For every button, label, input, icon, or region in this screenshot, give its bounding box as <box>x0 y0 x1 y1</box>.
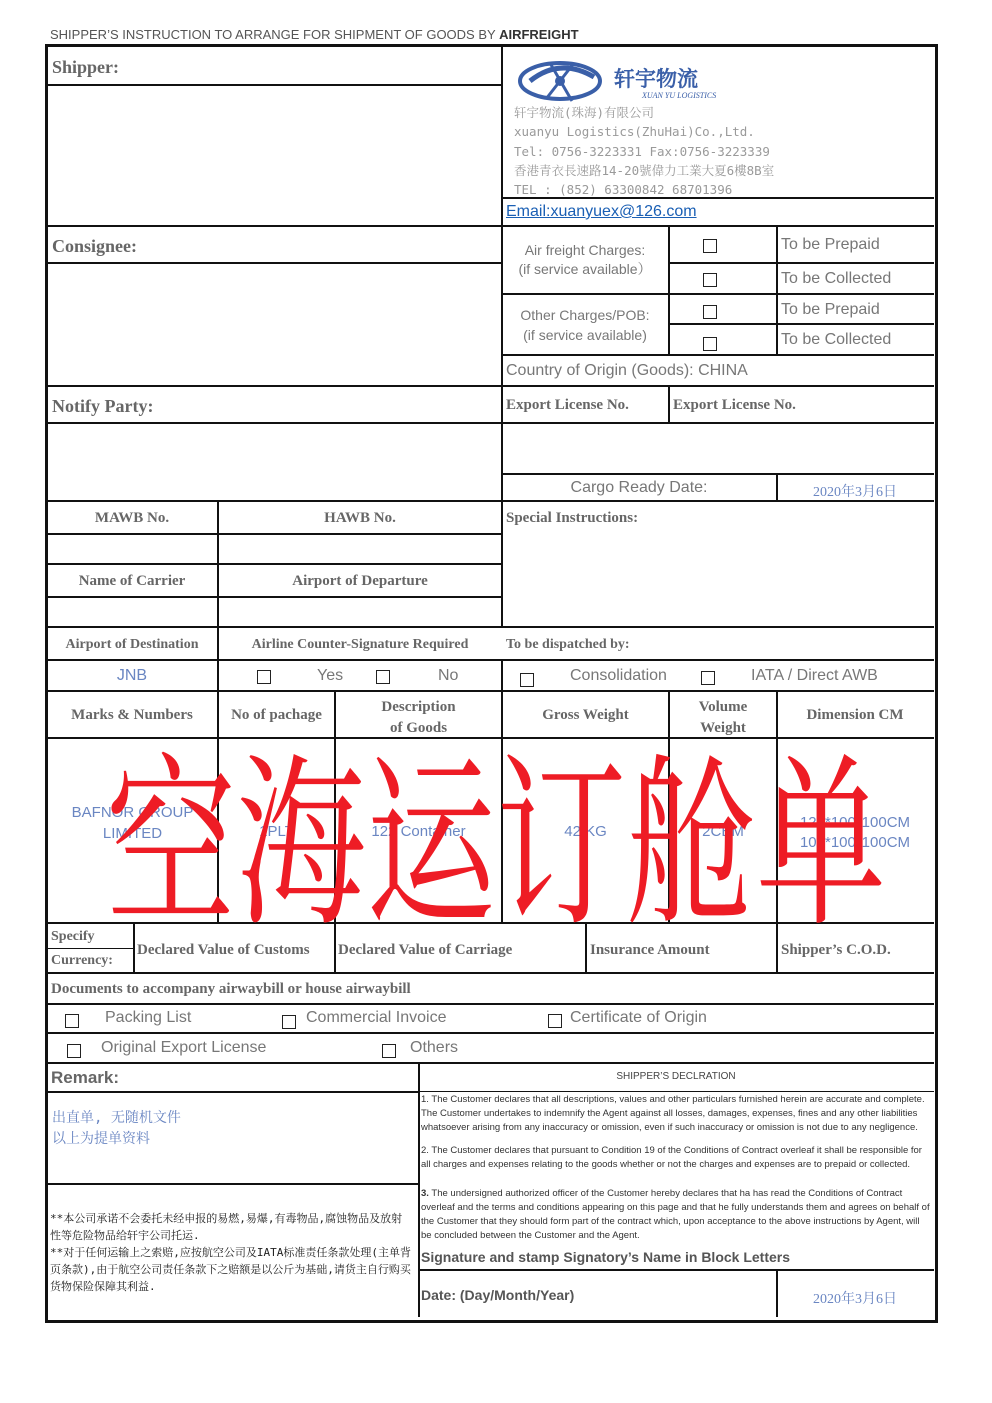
cargo-ready-date-label: Cargo Ready Date: <box>570 479 708 496</box>
signature-yes-label: Yes <box>317 667 344 684</box>
gross-weight-header: Gross Weight <box>542 707 629 723</box>
volume-weight-header-line-2: Weight <box>700 720 746 736</box>
hawb-field[interactable] <box>220 535 500 562</box>
description-header <box>336 697 501 739</box>
dimension-header: Dimension CM <box>806 707 904 723</box>
description-header-line-1: Description <box>381 699 456 715</box>
company-email-link[interactable]: Email:xuanyuex@126.com <box>506 203 697 220</box>
mawb-label: MAWB No. <box>94 510 170 526</box>
others-label: Others <box>410 1039 459 1056</box>
dimension-line-1: 122*100*100CM <box>799 814 911 831</box>
other-charges-label <box>502 305 668 345</box>
notes-block <box>50 1210 412 1295</box>
departure-field[interactable] <box>220 598 500 625</box>
hawb-label: HAWB No. <box>324 510 396 526</box>
notify-party-field[interactable] <box>49 424 500 499</box>
packing-list-checkbox[interactable] <box>65 1014 79 1028</box>
commercial-invoice-label: Commercial Invoice <box>306 1009 447 1026</box>
dimension-line-2: 100*100*100CM <box>799 834 911 851</box>
form-title <box>50 27 579 42</box>
consolidation-checkbox[interactable] <box>520 673 534 687</box>
remark-text[interactable] <box>52 1108 181 1150</box>
shipper-cod-label: Shipper’s C.O.D. <box>781 942 891 958</box>
company-logo <box>516 57 756 105</box>
packing-list-label: Packing List <box>105 1009 192 1026</box>
country-of-origin: Country of Origin (Goods): CHINA <box>506 362 748 379</box>
shipper-declaration-title: SHIPPER’S DECLRATION <box>616 1071 736 1082</box>
name-of-carrier-label: Name of Carrier <box>78 573 186 589</box>
airline-counter-signature-label: Airline Counter-Signature Required <box>251 637 469 652</box>
others-checkbox[interactable] <box>382 1044 396 1058</box>
consignee-field[interactable] <box>49 264 500 384</box>
no-of-package-value[interactable]: 1PLT <box>259 823 294 840</box>
shipper-field[interactable] <box>49 86 500 224</box>
stamp-text: 空海运订舱单 <box>106 738 886 940</box>
company-info <box>514 103 774 199</box>
date-label: Date: (Day/Month/Year) <box>421 1287 575 1303</box>
other-charges-line-2: (if service available) <box>523 327 647 343</box>
form-title-bold: AIRFREIGHT <box>499 27 579 42</box>
certificate-of-origin-checkbox[interactable] <box>548 1014 562 1028</box>
declared-customs-label: Declared Value of Customs <box>137 942 310 958</box>
logo-cn-text: 轩宇物流 <box>614 67 698 91</box>
air-freight-prepaid-label: To be Prepaid <box>781 236 880 253</box>
form-title-prefix: SHIPPER’S INSTRUCTION TO ARRANGE FOR SHIPMENT OF GOODS BY <box>50 27 496 42</box>
company-line: 香港青衣長速路14-20號偉力工業大夏6樓8B室 <box>514 162 775 178</box>
special-instructions-field[interactable] <box>503 533 932 625</box>
volume-weight-value[interactable]: 2CBM <box>702 823 744 840</box>
note-2: **对于任何运输上之索赔,应按航空公司及IATA标准责任条款处理(主单背页条款),由于航空公司责任条款下之赔额是以公斤为基础,请货主自行购买货物保险保障其利益. <box>50 1246 411 1293</box>
iata-direct-label: IATA / Direct AWB <box>751 667 878 684</box>
other-charges-line-1: Other Charges/POB: <box>520 307 650 323</box>
other-charges-collect-label: To be Collected <box>781 331 892 348</box>
air-freight-line-2: (if service available） <box>518 261 652 277</box>
certificate-of-origin-label: Certificate of Origin <box>570 1009 707 1026</box>
iata-direct-checkbox[interactable] <box>701 671 715 685</box>
export-license-label-2: Export License No. <box>673 397 796 413</box>
airport-of-destination-value[interactable]: JNB <box>116 667 148 684</box>
currency-label: Currency: <box>51 953 113 968</box>
air-freight-collect-label: To be Collected <box>781 270 892 287</box>
commercial-invoice-checkbox[interactable] <box>282 1015 296 1029</box>
insurance-amount-label: Insurance Amount <box>590 942 710 958</box>
notify-party-label: Notify Party: <box>52 396 154 416</box>
date-value[interactable]: 2020年3月6日 <box>813 1292 897 1307</box>
other-charges-prepaid-label: To be Prepaid <box>781 301 880 318</box>
remark-line-2: 以上为提单资料 <box>52 1131 150 1147</box>
declaration-paragraph-3-text: The undersigned authorized officer of the Customer hereby declares that ha has read the Conditions of Contract overleaf and the terms and conditions appearing on this page and that he fully understands them and agrees on behalf of the Customer that they should form part of the contract which, upon acceptance to the above instructions by Agent, will be concluded between the Customer and the Agent. <box>421 1188 930 1241</box>
company-line: xuanyu Logistics(ZhuHai)Co.,Ltd. <box>514 124 755 140</box>
declaration-paragraph-3 <box>421 1187 932 1243</box>
volume-weight-header <box>670 697 776 739</box>
signature-no-label: No <box>438 667 459 684</box>
no-of-package-header: No of pachage <box>231 707 322 723</box>
marks-numbers-value[interactable] <box>49 802 216 844</box>
signature-no-checkbox[interactable] <box>376 670 390 684</box>
declaration-paragraph-1: 1. The Customer declares that all descriptions, values and other particulars furnished herein are accurate and complete. The Customer undertakes to indemnify the Agent against all losses, damages, expenses, fines and any other liabilities whatsoever arising from any inaccuracy or omission, even if such inaccuracy or omission is not due to any negligence. <box>421 1094 925 1133</box>
export-license-field[interactable] <box>503 424 932 472</box>
volume-weight-header-line-1: Volume <box>698 699 748 715</box>
declaration-paragraph-3-number: 3. <box>421 1188 429 1199</box>
company-line: TEL : (852) 63300842 68701396 <box>514 182 733 198</box>
marks-numbers-header: Marks & Numbers <box>71 707 193 723</box>
company-line: Tel: 0756-3223331 Fax:0756-3223339 <box>514 143 770 159</box>
declaration-paragraph-2: 2. The Customer declares that pursuant to Condition 19 of the Conditions of Contract overleaf it shall be responsible for all charges and expenses relating to the goods whether or not the charges and expenses are to prepaid or collected. <box>421 1145 922 1170</box>
logo-emblem-icon <box>516 57 612 105</box>
other-charges-collect-checkbox[interactable] <box>703 337 717 351</box>
original-export-license-label: Original Export License <box>101 1039 267 1056</box>
logo-en-text: XUAN YU LOGISTICS <box>642 91 717 100</box>
original-export-license-checkbox[interactable] <box>67 1044 81 1058</box>
description-value[interactable]: 122 Container <box>371 823 466 840</box>
airport-of-destination-label: Airport of Destination <box>65 637 199 652</box>
company-line: 轩宇物流(珠海)有限公司 <box>514 105 655 120</box>
dimension-value[interactable] <box>778 813 932 853</box>
marks-line-2: LIMITED <box>102 825 163 842</box>
air-freight-prepaid-checkbox[interactable] <box>703 239 717 253</box>
consignee-label: Consignee: <box>52 236 137 256</box>
gross-weight-value[interactable]: 42 KG <box>564 823 607 840</box>
special-instructions-label: Special Instructions: <box>506 510 639 526</box>
consolidation-label: Consolidation <box>570 667 667 684</box>
export-license-label-1: Export License No. <box>506 397 629 413</box>
mawb-field[interactable] <box>49 535 216 562</box>
air-freight-label <box>502 241 668 279</box>
signature-yes-checkbox[interactable] <box>257 670 271 684</box>
description-header-line-2: of Goods <box>389 720 448 736</box>
other-charges-prepaid-checkbox[interactable] <box>703 305 717 319</box>
specify-label: Specify <box>51 929 95 944</box>
remark-label: Remark: <box>51 1068 120 1087</box>
carrier-field[interactable] <box>49 598 216 625</box>
air-freight-line-1: Air freight Charges: <box>524 242 646 258</box>
air-freight-collect-checkbox[interactable] <box>703 273 717 287</box>
shipper-label: Shipper: <box>52 57 120 77</box>
remark-line-1: 出直单, 无随机文件 <box>52 1110 181 1126</box>
cargo-ready-date-value[interactable]: 2020年3月6日 <box>813 485 897 500</box>
signature-label: Signature and stamp Signatory’s Name in Block Letters <box>421 1249 791 1265</box>
to-be-dispatched-label: To be dispatched by: <box>506 637 630 652</box>
documents-label: Documents to accompany airwaybill or house airwaybill <box>51 981 411 997</box>
airport-of-departure-label: Airport of Departure <box>292 573 428 589</box>
declared-carriage-label: Declared Value of Carriage <box>338 942 513 958</box>
marks-line-1: BAFNOR GROUP <box>71 804 194 821</box>
note-1: **本公司承诺不会委托未经申报的易燃,易爆,有毒物品,腐蚀物品及放射性等危险物品给轩宇公司托运. <box>50 1212 403 1242</box>
